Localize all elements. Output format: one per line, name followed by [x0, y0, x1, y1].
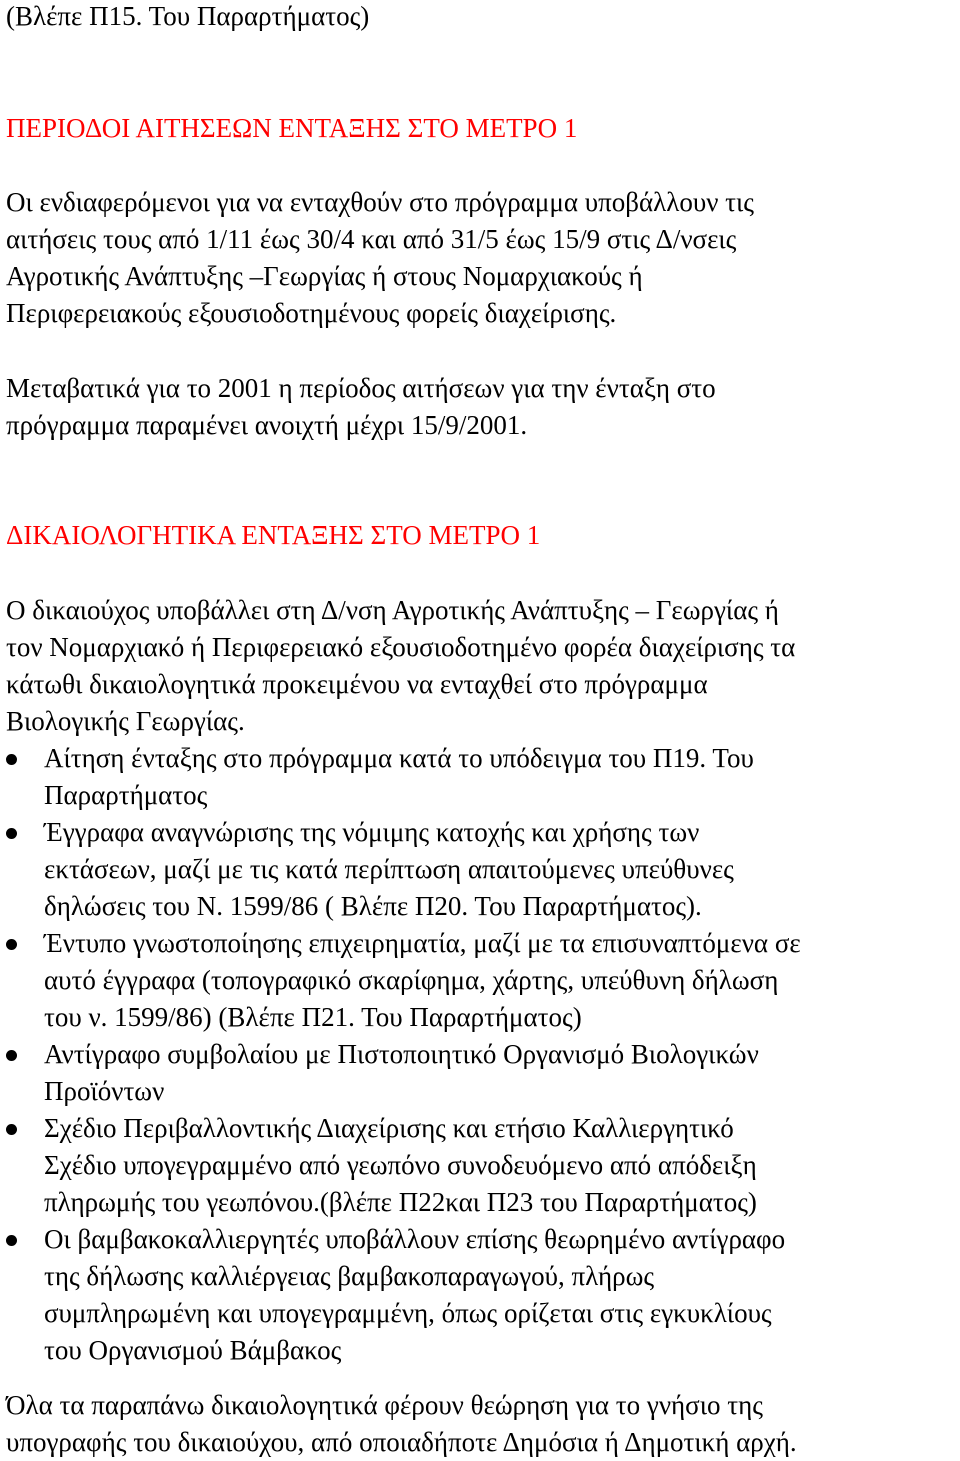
list-item-text: Έντυπο γνωστοποίησης επιχειρηματία, μαζί με τα επισυναπτόμενα σε αυτό έγγραφα (τοπογραφικό σκαρίφημα, χάρτης, υπεύθυνη δήλωση του ν. 1599/86) (Βλέπε Π21. Του Παραρτήματος) [44, 928, 801, 1032]
bullet-icon [6, 1050, 17, 1061]
closing-paragraph: Όλα τα παραπάνω δικαιολογητικά φέρουν θεώρηση για το γνήσιο της υπογραφής του δικαιούχου, από οποιαδήποτε Δημόσια ή Δημοτική αρχή. [6, 1390, 797, 1457]
list-item-text: Αίτηση ένταξης στο πρόγραμμα κατά το υπόδειγμα του Π19. Του Παραρτήματος [44, 743, 754, 810]
list-item [0, 1110, 960, 1221]
list-item [0, 740, 960, 814]
bullet-icon [6, 754, 17, 765]
bullet-icon [6, 828, 17, 839]
list-item [0, 814, 960, 925]
reference-line: (Βλέπε Π15. Του Παραρτήματος) [6, 1, 370, 31]
bullet-icon [6, 1235, 17, 1246]
list-item-text: Αντίγραφο συμβολαίου με Πιστοποιητικό Οργανισμό Βιολογικών Προϊόντων [44, 1039, 759, 1106]
list-item-text: Οι βαμβακοκαλλιεργητές υποβάλλουν επίσης θεωρημένο αντίγραφο της δήλωσης καλλιέργειας βαμβακοπαραγωγού, πλήρως συμπληρωμένη και υπογεγραμμένη, όπως ορίζεται στις εγκυκλίους του Οργανισμού Βάμβακος [44, 1224, 786, 1365]
section-heading-required-documents: ΔΙΚΑΙΟΛΟΓΗΤΙΚΑ ΕΝΤΑΞΗΣ ΣΤΟ ΜΕΤΡΟ 1 [6, 520, 541, 550]
bullet-icon [6, 939, 17, 950]
paragraph-transitional-2001: Μεταβατικά για το 2001 η περίοδος αιτήσεων για την ένταξη στο πρόγραμμα παραμένει ανοιχτή μέχρι 15/9/2001. [6, 373, 716, 440]
required-documents-list [0, 740, 960, 1369]
list-item-text: Σχέδιο Περιβαλλοντικής Διαχείρισης και ετήσιο Καλλιεργητικό Σχέδιο υπογεγραμμένο από γεωπόνο συνοδευόμενο από απόδειξη πληρωμής του γεωπόνου.(βλέπε Π22και Π23 του Παραρτήματος) [44, 1113, 757, 1217]
paragraph-required-documents-intro: Ο δικαιούχος υποβάλλει στη Δ/νση Αγροτικής Ανάπτυξης – Γεωργίας ή τον Νομαρχιακό ή Περιφερειακό εξουσιοδοτημένο φορέα διαχείρισης τα κάτωθι δικαιολογητικά προκειμένου να ενταχθεί στο πρόγραμμα Βιολογικής Γεωργίας. [6, 595, 796, 736]
list-item [0, 925, 960, 1036]
list-item-text: Έγγραφα αναγνώρισης της νόμιμης κατοχής και χρήσης των εκτάσεων, μαζί με τις κατά περίπτωση απαιτούμενες υπεύθυνες δηλώσεις του Ν. 1599/86 ( Βλέπε Π20. Του Παραρτήματος). [44, 817, 734, 921]
list-item [0, 1036, 960, 1110]
bullet-icon [6, 1124, 17, 1135]
paragraph-application-periods: Οι ενδιαφερόμενοι για να ενταχθούν στο πρόγραμμα υποβάλλουν τις αιτήσεις τους από 1/11 έως 30/4 και από 31/5 έως 15/9 στις Δ/νσεις Αγροτικής Ανάπτυξης –Γεωργίας ή στους Νομαρχιακούς ή Περιφερειακούς εξουσιοδοτημένους φορείς διαχείρισης. [6, 187, 754, 328]
section-heading-application-periods: ΠΕΡΙΟΔΟΙ ΑΙΤΗΣΕΩΝ ΕΝΤΑΞΗΣ ΣΤΟ ΜΕΤΡΟ 1 [6, 113, 578, 143]
list-item [0, 1221, 960, 1369]
